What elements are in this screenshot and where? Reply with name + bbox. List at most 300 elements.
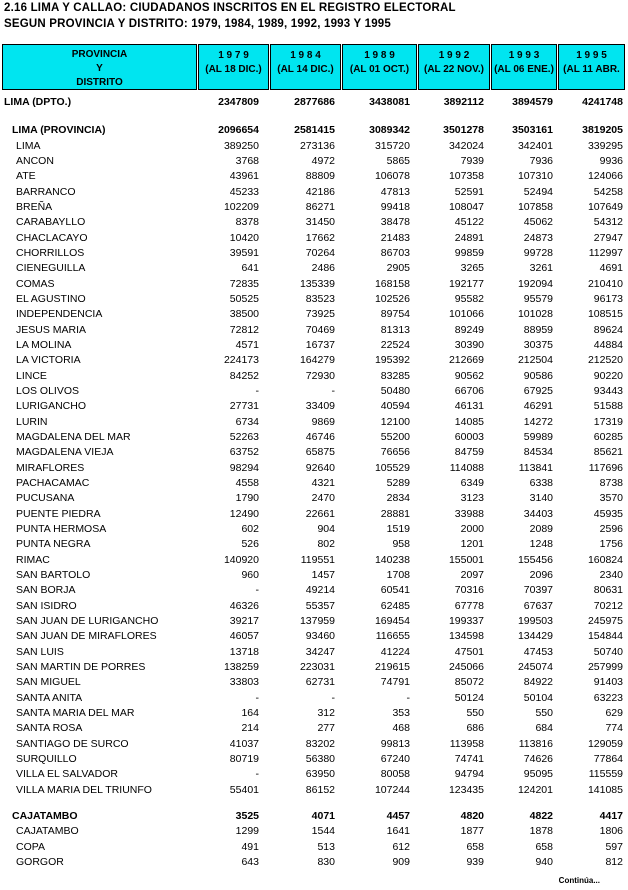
value-cell: 6349 xyxy=(460,476,484,489)
province-row xyxy=(0,123,628,138)
value-cell: 4820 xyxy=(460,809,484,822)
value-cell: 140238 xyxy=(374,553,410,566)
value-cell: 83285 xyxy=(380,369,410,382)
value-cell: 84252 xyxy=(229,369,259,382)
value-cell: 1519 xyxy=(386,522,410,535)
header-line: DISTRITO xyxy=(76,77,123,88)
department-row xyxy=(0,95,628,110)
value-cell: 1299 xyxy=(235,825,259,838)
value-cell: 30390 xyxy=(454,338,484,351)
value-cell: 72812 xyxy=(229,323,259,336)
district-row xyxy=(0,476,628,491)
value-cell: 2905 xyxy=(386,262,410,275)
value-cell: 2596 xyxy=(599,522,623,535)
value-cell: 214 xyxy=(241,722,259,735)
value-cell: 135339 xyxy=(299,277,335,290)
header-date: (AL 01 OCT.) xyxy=(349,64,410,75)
value-cell: 141085 xyxy=(587,783,623,796)
row-label: SAN JUAN DE MIRAFLORES xyxy=(16,630,157,643)
value-cell: 107858 xyxy=(517,200,553,213)
value-cell: 312 xyxy=(317,706,335,719)
value-cell: 12490 xyxy=(229,507,259,520)
value-cell: 164279 xyxy=(299,354,335,367)
value-cell: 107358 xyxy=(448,170,484,183)
district-row xyxy=(0,583,628,598)
value-cell: 199503 xyxy=(517,614,553,627)
value-cell: 1201 xyxy=(460,538,484,551)
value-cell: 99728 xyxy=(523,246,553,259)
row-label: CIENEGUILLA xyxy=(16,262,86,275)
row-label: RIMAC xyxy=(16,553,50,566)
value-cell: 85621 xyxy=(593,446,623,459)
value-cell: 90220 xyxy=(593,369,623,382)
row-label: SAN MIGUEL xyxy=(16,676,81,689)
value-cell: 90586 xyxy=(523,369,553,382)
value-cell: 939 xyxy=(466,855,484,868)
value-cell: 3438081 xyxy=(369,96,410,108)
value-cell: 102209 xyxy=(223,200,259,213)
value-cell: 107310 xyxy=(517,170,553,183)
value-cell: 89249 xyxy=(454,323,484,336)
value-cell: 93460 xyxy=(305,630,335,643)
value-cell: 84534 xyxy=(523,446,553,459)
value-cell: 2834 xyxy=(386,492,410,505)
value-cell: 212504 xyxy=(517,354,553,367)
value-cell: 113841 xyxy=(518,461,553,474)
header-line: Y xyxy=(96,63,103,74)
value-cell: 27947 xyxy=(593,231,623,244)
value-cell: 91403 xyxy=(593,676,623,689)
row-label: VILLA MARIA DEL TRIUNFO xyxy=(16,783,152,796)
header-year: 1 9 9 5 xyxy=(576,50,607,61)
value-cell: 93443 xyxy=(593,384,623,397)
value-cell: 257999 xyxy=(587,660,623,673)
value-cell: 80058 xyxy=(380,768,410,781)
value-cell: 62731 xyxy=(305,676,335,689)
value-cell: 3525 xyxy=(235,809,259,822)
value-cell: 9936 xyxy=(599,154,623,167)
row-label: PUNTA NEGRA xyxy=(16,538,91,551)
value-cell: 1248 xyxy=(529,538,553,551)
value-cell: 50740 xyxy=(593,645,623,658)
value-cell: 117696 xyxy=(588,461,623,474)
value-cell: 50480 xyxy=(380,384,410,397)
value-cell: 2089 xyxy=(529,522,553,535)
table-header xyxy=(2,44,625,92)
value-cell: 550 xyxy=(466,706,484,719)
value-cell: 52263 xyxy=(229,430,259,443)
row-label: CHORRILLOS xyxy=(16,246,85,259)
value-cell: 160824 xyxy=(587,553,623,566)
value-cell: 47813 xyxy=(380,185,410,198)
value-cell: 41037 xyxy=(229,737,259,750)
value-cell: 88959 xyxy=(523,323,553,336)
district-row xyxy=(0,660,628,675)
row-label: LIMA xyxy=(16,139,41,152)
row-label: SAN BORJA xyxy=(16,584,76,597)
value-cell: 3123 xyxy=(460,492,484,505)
value-cell: 45122 xyxy=(454,216,484,229)
value-cell: 101028 xyxy=(517,308,553,321)
district-row xyxy=(0,783,628,798)
value-cell: 83523 xyxy=(305,292,335,305)
value-cell: 550 xyxy=(535,706,553,719)
table-subtitle: SEGUN PROVINCIA Y DISTRITO: 1979, 1984, 1989, 1992, 1993 Y 1995 xyxy=(4,18,391,30)
value-cell: 41224 xyxy=(380,645,410,658)
value-cell: 4571 xyxy=(235,338,259,351)
value-cell: 47501 xyxy=(454,645,484,658)
value-cell: 526 xyxy=(241,538,259,551)
value-cell: 123435 xyxy=(448,783,484,796)
value-cell: 134429 xyxy=(517,630,553,643)
row-label: SAN ISIDRO xyxy=(16,599,77,612)
value-cell: 491 xyxy=(241,840,259,853)
value-cell: 14272 xyxy=(523,415,553,428)
value-cell: 51588 xyxy=(593,400,623,413)
value-cell: 65875 xyxy=(305,446,335,459)
value-cell: 116655 xyxy=(375,630,410,643)
value-cell: 60541 xyxy=(380,584,410,597)
value-cell: 39591 xyxy=(229,246,259,259)
value-cell: 2470 xyxy=(311,492,335,505)
district-row xyxy=(0,353,628,368)
row-label: CAJATAMBO xyxy=(12,809,78,822)
value-cell: 212669 xyxy=(448,354,484,367)
value-cell: 210410 xyxy=(587,277,623,290)
value-cell: 3768 xyxy=(235,154,259,167)
district-row xyxy=(0,537,628,552)
row-label: SAN MARTIN DE PORRES xyxy=(16,660,146,673)
header-year-1979 xyxy=(198,44,269,90)
value-cell: 46291 xyxy=(523,400,553,413)
value-cell: 112997 xyxy=(588,246,623,259)
value-cell: 219615 xyxy=(374,660,410,673)
header-date: (AL 06 ENE.) xyxy=(494,64,554,75)
value-cell: 124066 xyxy=(587,170,623,183)
district-row xyxy=(0,629,628,644)
district-row xyxy=(0,824,628,839)
value-cell: 28881 xyxy=(380,507,410,520)
value-cell: 63950 xyxy=(305,768,335,781)
value-cell: 94794 xyxy=(454,768,484,781)
district-row xyxy=(0,614,628,629)
value-cell: 137959 xyxy=(299,614,335,627)
row-label: LURIN xyxy=(16,415,48,428)
district-row xyxy=(0,553,628,568)
value-cell: 199337 xyxy=(448,614,484,627)
district-row xyxy=(0,139,628,154)
district-row xyxy=(0,292,628,307)
value-cell: 95095 xyxy=(523,768,553,781)
value-cell: 1806 xyxy=(599,825,623,838)
value-cell: 76656 xyxy=(380,446,410,459)
value-cell: 940 xyxy=(535,855,553,868)
value-cell: 140920 xyxy=(223,553,259,566)
district-row xyxy=(0,840,628,855)
value-cell: 277 xyxy=(317,722,335,735)
value-cell: 13718 xyxy=(229,645,259,658)
value-cell: 73925 xyxy=(305,308,335,321)
district-row xyxy=(0,307,628,322)
row-label: PUENTE PIEDRA xyxy=(16,507,101,520)
value-cell: 84922 xyxy=(523,676,553,689)
district-row xyxy=(0,384,628,399)
value-cell: - xyxy=(331,384,335,397)
value-cell: 3894579 xyxy=(512,96,553,108)
value-cell: 10420 xyxy=(229,231,259,244)
value-cell: 812 xyxy=(605,855,623,868)
header-date: (AL 22 NOV.) xyxy=(423,64,485,75)
value-cell: 4691 xyxy=(599,262,623,275)
row-label: GORGOR xyxy=(16,855,64,868)
row-label: CARABAYLLO xyxy=(16,216,86,229)
value-cell: 33409 xyxy=(305,400,335,413)
value-cell: 958 xyxy=(392,538,410,551)
row-label: MIRAFLORES xyxy=(16,461,85,474)
value-cell: 59989 xyxy=(523,430,553,443)
value-cell: 72835 xyxy=(229,277,259,290)
value-cell: 774 xyxy=(605,722,623,735)
value-cell: 245074 xyxy=(517,660,553,673)
value-cell: 50124 xyxy=(454,691,484,704)
province-row xyxy=(0,809,628,824)
value-cell: 597 xyxy=(605,840,623,853)
value-cell: 102526 xyxy=(374,292,410,305)
value-cell: 8378 xyxy=(235,216,259,229)
header-year: 1 9 8 4 xyxy=(290,50,321,61)
value-cell: 81313 xyxy=(380,323,410,336)
value-cell: 245066 xyxy=(448,660,484,673)
district-row xyxy=(0,599,628,614)
value-cell: 155456 xyxy=(517,553,553,566)
district-row xyxy=(0,721,628,736)
header-year-1993 xyxy=(491,44,557,90)
value-cell: 3261 xyxy=(529,262,553,275)
district-row xyxy=(0,737,628,752)
value-cell: 3265 xyxy=(460,262,484,275)
value-cell: 164 xyxy=(241,706,259,719)
value-cell: 154844 xyxy=(587,630,623,643)
value-cell: 224173 xyxy=(223,354,259,367)
value-cell: 46057 xyxy=(229,630,259,643)
value-cell: 6734 xyxy=(235,415,259,428)
value-cell: 223031 xyxy=(299,660,335,673)
value-cell: 7939 xyxy=(460,154,484,167)
row-label: JESUS MARIA xyxy=(16,323,87,336)
row-label: INDEPENDENCIA xyxy=(16,308,103,321)
value-cell: 195392 xyxy=(374,354,410,367)
value-cell: 4241748 xyxy=(582,96,623,108)
value-cell: 12100 xyxy=(380,415,410,428)
value-cell: 70212 xyxy=(593,599,623,612)
value-cell: 2486 xyxy=(311,262,335,275)
header-provincia-distrito xyxy=(2,44,197,90)
district-row xyxy=(0,430,628,445)
district-row xyxy=(0,675,628,690)
value-cell: 86271 xyxy=(305,200,335,213)
value-cell: 389250 xyxy=(223,139,259,152)
value-cell: 39217 xyxy=(229,614,259,627)
table-title: 2.16 LIMA Y CALLAO: CIUDADANOS INSCRITOS EN EL REGISTRO ELECTORAL xyxy=(4,2,456,14)
row-label: COPA xyxy=(16,840,45,853)
value-cell: 83202 xyxy=(305,737,335,750)
value-cell: 339295 xyxy=(587,139,623,152)
value-cell: 802 xyxy=(317,538,335,551)
row-label: LIMA (PROVINCIA) xyxy=(12,124,106,137)
header-date: (AL 18 DIC.) xyxy=(205,64,262,75)
value-cell: 67240 xyxy=(380,752,410,765)
row-label: CAJATAMBO xyxy=(16,825,79,838)
header-year: 1 9 8 9 xyxy=(364,50,395,61)
value-cell: 3140 xyxy=(529,492,553,505)
row-label: LINCE xyxy=(16,369,47,382)
header-year: 1 9 9 2 xyxy=(438,50,470,61)
value-cell: 31450 xyxy=(305,216,335,229)
value-cell: 2340 xyxy=(599,568,623,581)
value-cell: 4457 xyxy=(386,809,410,822)
value-cell: 7936 xyxy=(529,154,553,167)
value-cell: 17319 xyxy=(593,415,623,428)
row-label: LOS OLIVOS xyxy=(16,384,80,397)
value-cell: 468 xyxy=(392,722,410,735)
value-cell: 4558 xyxy=(235,476,259,489)
value-cell: 5865 xyxy=(386,154,410,167)
value-cell: 4071 xyxy=(311,809,335,822)
row-label: PUCUSANA xyxy=(16,492,75,505)
row-label: SANTA MARIA DEL MAR xyxy=(16,706,135,719)
value-cell: 52591 xyxy=(454,185,484,198)
district-row xyxy=(0,185,628,200)
value-cell: 89754 xyxy=(380,308,410,321)
district-row xyxy=(0,215,628,230)
value-cell: 45935 xyxy=(593,507,623,520)
value-cell: 70264 xyxy=(305,246,335,259)
value-cell: 1790 xyxy=(235,492,259,505)
district-row xyxy=(0,399,628,414)
value-cell: 684 xyxy=(535,722,553,735)
value-cell: 4417 xyxy=(599,809,623,822)
value-cell: 62485 xyxy=(380,599,410,612)
value-cell: 612 xyxy=(392,840,410,853)
value-cell: 14085 xyxy=(454,415,484,428)
value-cell: 92640 xyxy=(305,461,335,474)
value-cell: 43961 xyxy=(229,170,259,183)
header-year: 1 9 9 3 xyxy=(508,50,540,61)
value-cell: 513 xyxy=(317,840,335,853)
district-row xyxy=(0,507,628,522)
value-cell: 77864 xyxy=(593,752,623,765)
value-cell: 1756 xyxy=(599,538,623,551)
value-cell: 74626 xyxy=(523,752,553,765)
value-cell: 245975 xyxy=(587,614,623,627)
header-year: 1 9 7 9 xyxy=(218,50,249,61)
value-cell: - xyxy=(255,584,259,597)
value-cell: 60003 xyxy=(454,430,484,443)
value-cell: 342401 xyxy=(517,139,553,152)
value-cell: 342024 xyxy=(448,139,484,152)
value-cell: 21483 xyxy=(380,231,410,244)
value-cell: 353 xyxy=(392,706,410,719)
value-cell: 95579 xyxy=(523,292,553,305)
value-cell: 124201 xyxy=(517,783,553,796)
value-cell: 119551 xyxy=(300,553,335,566)
value-cell: 113958 xyxy=(449,737,484,750)
value-cell: 50525 xyxy=(229,292,259,305)
value-cell: 2097 xyxy=(460,568,484,581)
value-cell: 129059 xyxy=(587,737,623,750)
value-cell: 52494 xyxy=(523,185,553,198)
value-cell: 904 xyxy=(317,522,335,535)
value-cell: 138259 xyxy=(223,660,259,673)
value-cell: 6338 xyxy=(529,476,553,489)
value-cell: 24891 xyxy=(454,231,484,244)
value-cell: 63752 xyxy=(229,446,259,459)
header-line: PROVINCIA xyxy=(71,49,128,60)
district-row xyxy=(0,169,628,184)
row-label: BREÑA xyxy=(16,200,53,213)
value-cell: 108515 xyxy=(587,308,623,321)
value-cell: 273136 xyxy=(299,139,335,152)
value-cell: 33803 xyxy=(229,676,259,689)
continued-note: Continúa... xyxy=(558,876,600,885)
row-label: SANTA ANITA xyxy=(16,691,83,704)
value-cell: 80719 xyxy=(229,752,259,765)
value-cell: 105529 xyxy=(374,461,410,474)
value-cell: 101066 xyxy=(448,308,484,321)
row-label: LA VICTORIA xyxy=(16,354,81,367)
value-cell: 86152 xyxy=(305,783,335,796)
value-cell: 830 xyxy=(317,855,335,868)
value-cell: 50104 xyxy=(523,691,553,704)
value-cell: 90562 xyxy=(454,369,484,382)
row-label: CHACLACAYO xyxy=(16,231,88,244)
value-cell: 2581415 xyxy=(294,124,335,137)
value-cell: 212520 xyxy=(587,354,623,367)
value-cell: 134598 xyxy=(448,630,484,643)
value-cell: 55401 xyxy=(229,783,259,796)
value-cell: 315720 xyxy=(374,139,410,152)
district-row xyxy=(0,461,628,476)
value-cell: 107244 xyxy=(374,783,410,796)
value-cell: 1877 xyxy=(460,825,484,838)
value-cell: 17662 xyxy=(305,231,335,244)
value-cell: - xyxy=(255,384,259,397)
row-label: EL AGUSTINO xyxy=(16,292,86,305)
value-cell: 1457 xyxy=(311,568,335,581)
value-cell: 192177 xyxy=(448,277,484,290)
district-row xyxy=(0,246,628,261)
value-cell: 107649 xyxy=(587,200,623,213)
district-row xyxy=(0,752,628,767)
value-cell: 658 xyxy=(466,840,484,853)
value-cell: 96173 xyxy=(593,292,623,305)
value-cell: 30375 xyxy=(523,338,553,351)
value-cell: 686 xyxy=(466,722,484,735)
district-row xyxy=(0,200,628,215)
district-row xyxy=(0,415,628,430)
row-label: LA MOLINA xyxy=(16,338,72,351)
value-cell: 99418 xyxy=(380,200,410,213)
row-label: SANTIAGO DE SURCO xyxy=(16,737,129,750)
header-year-1989 xyxy=(342,44,417,90)
value-cell: 2877686 xyxy=(294,96,335,108)
value-cell: 1708 xyxy=(386,568,410,581)
value-cell: 155001 xyxy=(448,553,484,566)
value-cell: 629 xyxy=(605,706,623,719)
value-cell: 70397 xyxy=(523,584,553,597)
value-cell: 114088 xyxy=(449,461,484,474)
value-cell: 67925 xyxy=(523,384,553,397)
